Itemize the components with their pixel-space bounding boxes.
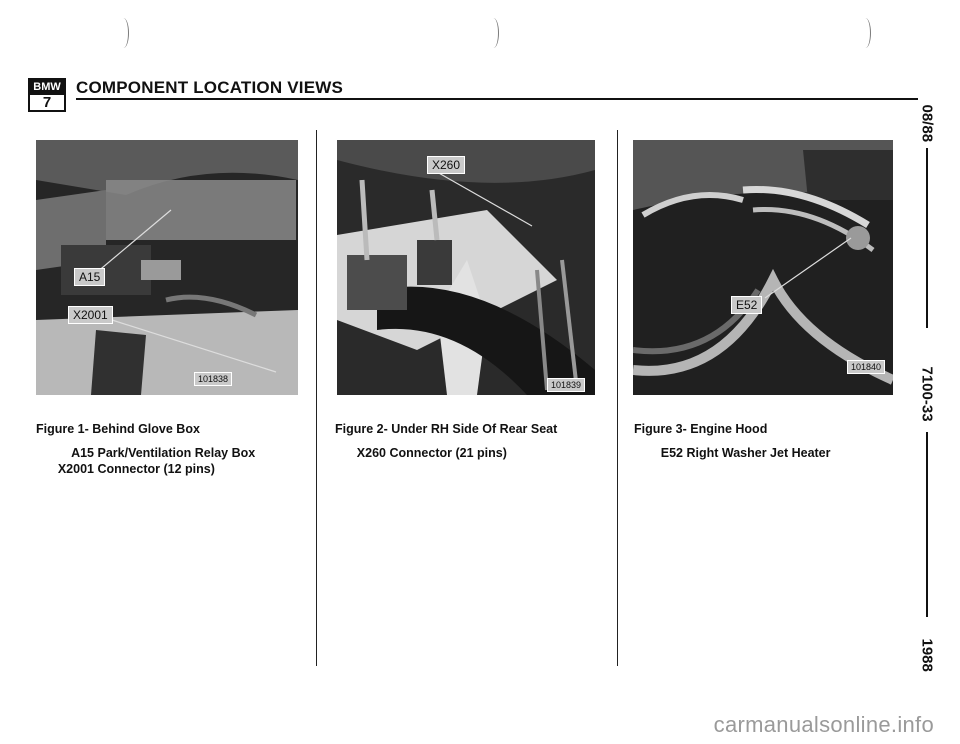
side-page (917, 332, 937, 422)
item-desc: Connector (12 pins) (97, 462, 215, 476)
item-desc: Park/Ventilation Relay Box (97, 446, 256, 460)
item-desc: Connector (21 pins) (389, 446, 507, 460)
item-code: X2001 (57, 462, 94, 476)
callout-label: E52 (731, 296, 762, 314)
side-date (917, 92, 937, 142)
legend-item (52, 462, 215, 476)
legend-item (657, 446, 831, 460)
logo-series: 7 (42, 94, 52, 111)
item-code: A15 (71, 446, 94, 460)
figure-3-photo (633, 140, 893, 395)
figure-2-photo (337, 140, 595, 395)
figure-1-photo (36, 140, 298, 395)
callout-label: A15 (74, 268, 105, 286)
callout-label: X260 (427, 156, 465, 174)
side-line (926, 432, 928, 617)
photo-number: 101839 (547, 378, 585, 392)
scan-mark (118, 18, 129, 48)
side-year (917, 622, 937, 672)
scan-mark (488, 18, 499, 48)
figure-3-caption: Figure 3- Engine Hood (634, 422, 768, 436)
side-line (926, 148, 928, 328)
side-date-text: 08/88 (918, 104, 936, 143)
callout-label: X2001 (68, 306, 113, 324)
side-year-text: 1988 (918, 638, 936, 672)
item-desc: Right Washer Jet Heater (686, 446, 831, 460)
column-divider (617, 130, 618, 666)
photo-number: 101840 (847, 360, 885, 374)
figure-1-caption: Figure 1- Behind Glove Box (36, 422, 200, 436)
item-code: E52 (660, 446, 683, 460)
logo-brand: BMW (30, 80, 64, 95)
legend-item (52, 446, 255, 460)
side-page-text: 7100-33 (918, 366, 936, 422)
scan-mark (860, 18, 871, 48)
watermark: carmanualsonline.info (713, 712, 934, 737)
page-title: COMPONENT LOCATION VIEWS (76, 78, 344, 97)
header-rule (76, 98, 918, 100)
legend-item (352, 446, 507, 460)
photo-number: 101838 (194, 372, 232, 386)
column-divider (316, 130, 317, 666)
bmw-logo (28, 78, 66, 112)
item-code: X260 (356, 446, 386, 460)
side-strip (918, 92, 936, 672)
page-header (28, 78, 918, 118)
figure-2-caption: Figure 2- Under RH Side Of Rear Seat (335, 422, 558, 436)
